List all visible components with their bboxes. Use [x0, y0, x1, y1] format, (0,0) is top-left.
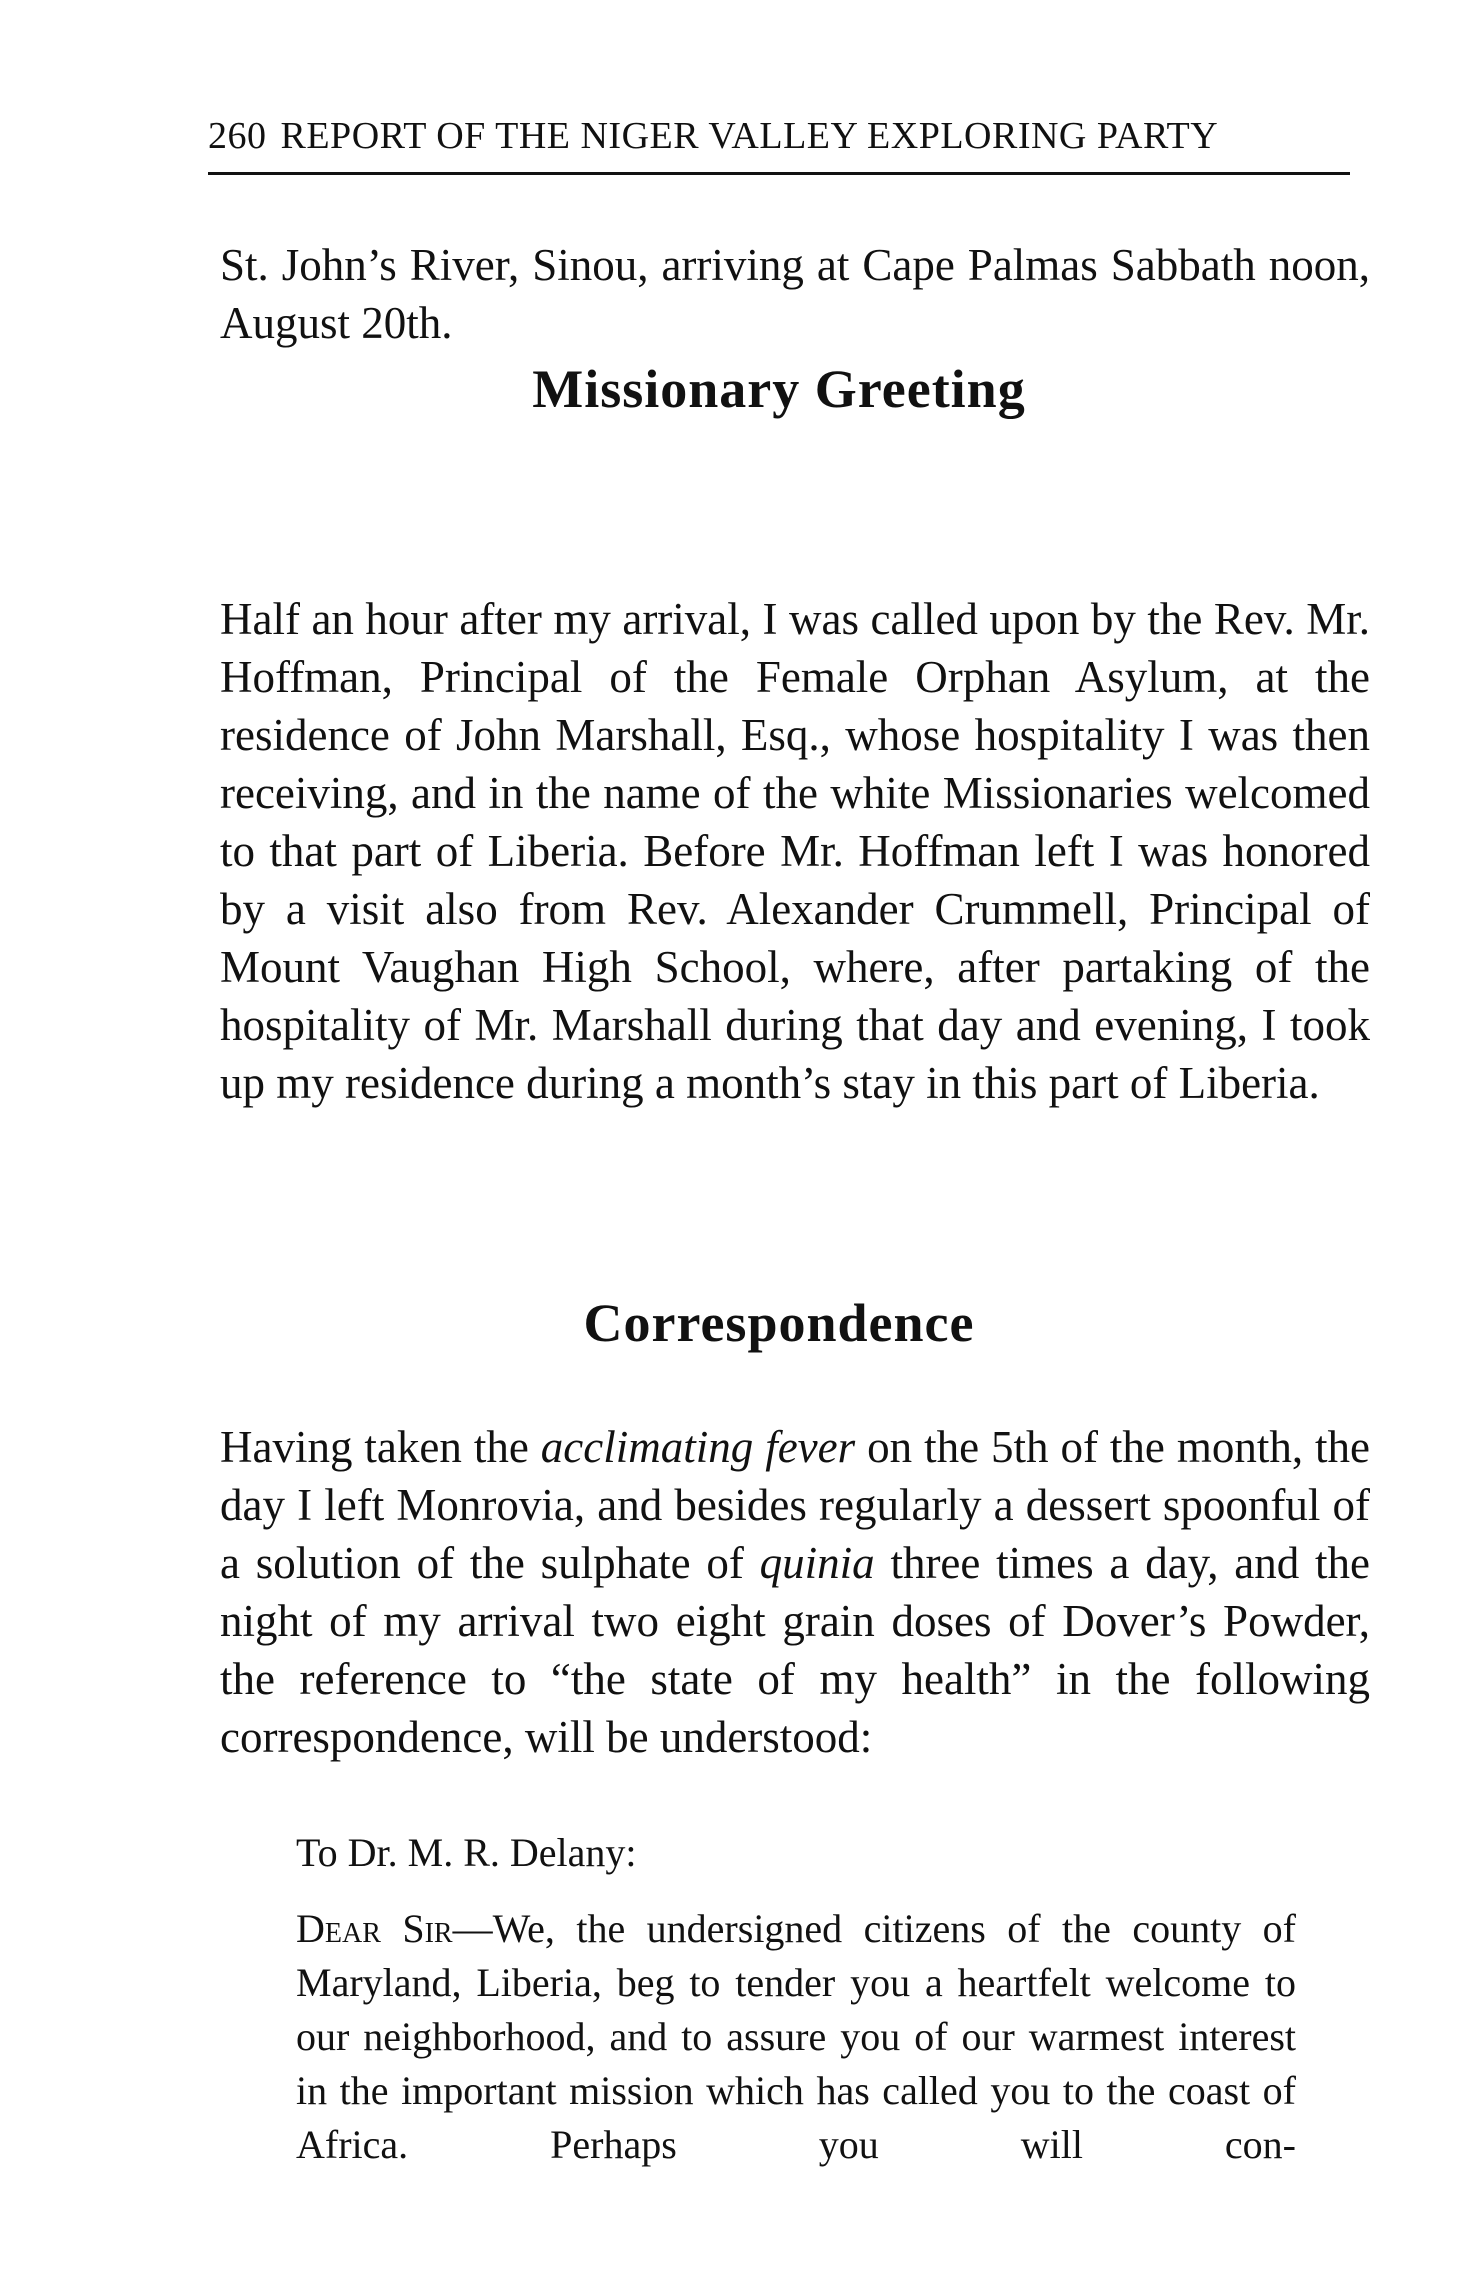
italic-term: quinia	[759, 1538, 875, 1588]
letter-text: —We, the undersigned citizens of the county of Maryland, Liberia, beg to tender you a heartfelt welcome to our neighborhood, and to assure you of our warmest interest in the important mission which has called you to the coast of Africa. Perhaps you will con-	[296, 1906, 1296, 2167]
section-heading-missionary-greeting: Missionary Greeting	[532, 359, 1026, 419]
text-run: three times a day, and the night of my arrival two eight grain doses of Dover’s Powder, the reference to “the state of my health” in the following correspondence, will be understood:	[220, 1538, 1371, 1762]
paragraph-correspondence	[220, 1418, 1370, 1766]
italic-term: acclimating fever	[540, 1422, 856, 1472]
header-rule	[208, 172, 1350, 175]
letter-salutation: To Dr. M. R. Delany:	[296, 1830, 637, 1875]
letter-body	[296, 1902, 1296, 2172]
text-run: on the 5th of the month, the day I left Monrovia, and besides regularly a dessert spoonful of a solution of the sulphate of	[220, 1422, 1371, 1588]
text-run: Having taken the	[220, 1422, 529, 1472]
section-heading-correspondence: Correspondence	[583, 1293, 975, 1353]
running-title: REPORT OF THE NIGER VALLEY EXPLORING PARTY	[280, 115, 1219, 157]
paragraph-missionary-greeting: Half an hour after my arrival, I was called upon by the Rev. Mr. Hoffman, Principal of the Female Orphan Asylum, at the residence of John Marshall, Esq., whose hospitality I was then receiving, and in the name of the white Missionaries welcomed to that part of Liberia. Before Mr. Hoffman left I was honored by a visit also from Rev. Alexander Crummell, Principal of Mount Vaughan High School, where, after partaking of the hospitality of Mr. Marshall during that day and evening, I took up my residence during a month’s stay in this part of Liberia.	[220, 594, 1370, 1108]
page-number: 260	[208, 115, 267, 157]
continuation-paragraph: St. John’s River, Sinou, arriving at Cape Palmas Sabbath noon, August 20th.	[220, 240, 1370, 348]
letter-opening: Dear Sir	[296, 1906, 453, 1951]
running-head	[208, 114, 1350, 158]
